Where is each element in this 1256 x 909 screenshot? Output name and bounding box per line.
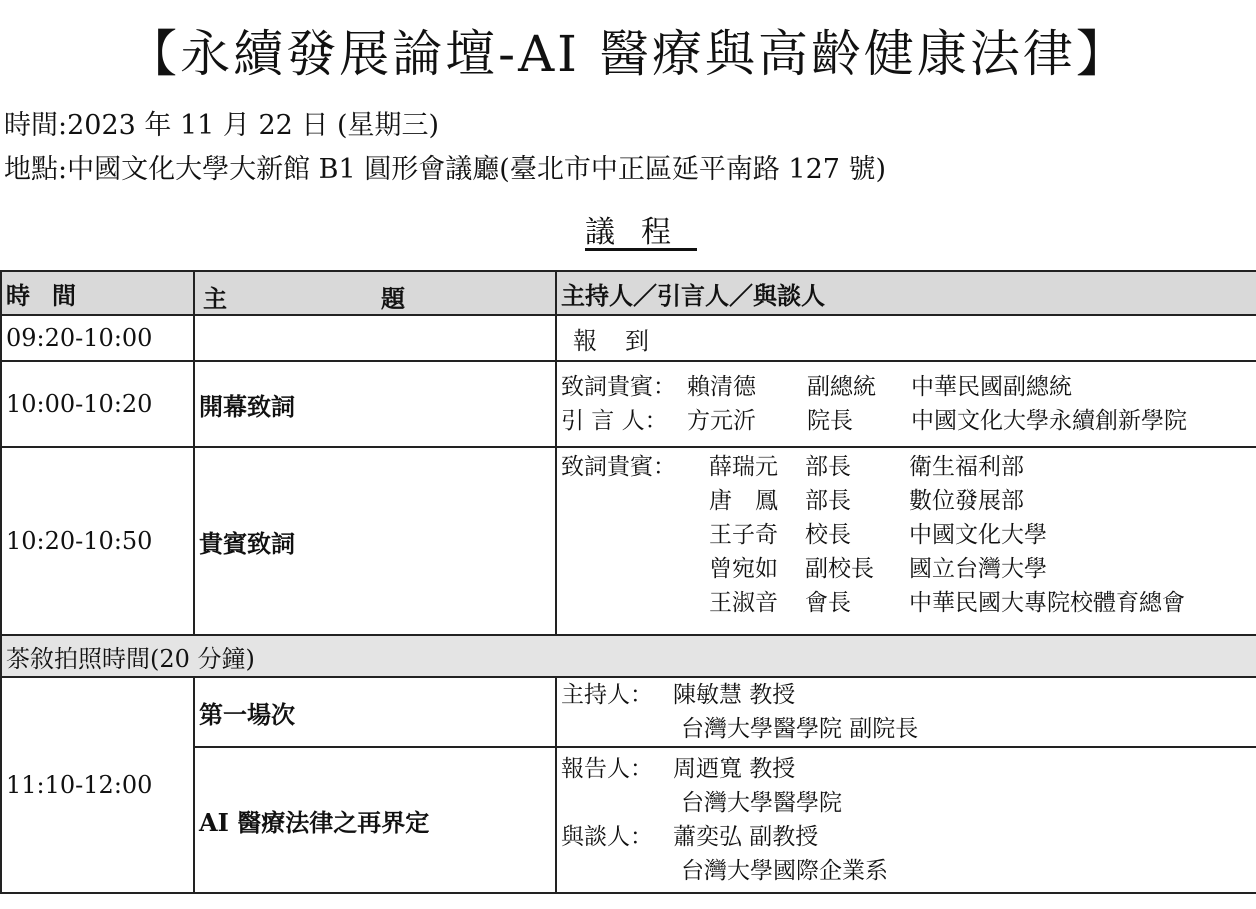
topic-cell: AI 醫療法律之再界定	[194, 747, 556, 893]
agenda-table	[0, 270, 1256, 894]
header-topic: 主 題	[194, 271, 556, 315]
table-row	[1, 361, 1256, 447]
people-cell	[556, 677, 1256, 747]
panelist-line: 與談人： 蕭奕弘 副教授	[561, 824, 819, 850]
speaker-line: 曾宛如 副校長 國立台灣大學	[709, 556, 1047, 582]
event-time: 時間:2023 年 11 月 22 日 (星期三)	[4, 110, 440, 141]
reporter-affiliation: 台灣大學醫學院	[681, 790, 842, 816]
table-row	[1, 677, 1256, 747]
table-row	[1, 315, 1256, 361]
header-time: 時間	[1, 271, 194, 315]
moderator-line: 主持人： 陳敏慧 教授	[561, 682, 796, 708]
speaker-line: 致詞貴賓： 薛瑞元 部長 衛生福利部	[561, 454, 1024, 480]
break-row	[1, 635, 1256, 677]
people-cell	[556, 447, 1256, 635]
moderator-affiliation: 台灣大學醫學院 副院長	[681, 716, 919, 742]
reporter-line: 報告人： 周迺寬 教授	[561, 756, 796, 782]
agenda-heading	[0, 213, 1256, 253]
time-cell: 11:10-12:00	[1, 677, 194, 893]
speaker-line: 引 言 人： 方元沂 院長 中國文化大學永續創新學院	[561, 408, 1187, 434]
time-cell: 10:20-10:50	[1, 447, 194, 635]
speaker-line: 唐 鳳 部長 數位發展部	[709, 488, 1024, 514]
speaker-line: 王子奇 校長 中國文化大學	[709, 522, 1047, 548]
panelist-affiliation: 台灣大學國際企業系	[681, 858, 888, 884]
people-cell	[556, 361, 1256, 447]
registration-label: 報到	[556, 315, 1256, 361]
event-location: 地點:中國文化大學大新館 B1 圓形會議廳(臺北市中正區延平南路 127 號)	[4, 154, 887, 185]
table-row	[1, 447, 1256, 635]
header-people: 主持人／引言人／與談人	[556, 271, 1256, 315]
agenda-heading-text: 議程	[585, 215, 697, 250]
page-title: 【永續發展論壇-AI 醫療與高齡健康法律】	[127, 25, 1129, 83]
speaker-line: 王淑音 會長 中華民國大專院校體育總會	[709, 590, 1185, 616]
time-cell: 09:20-10:00	[1, 315, 194, 361]
people-cell	[556, 747, 1256, 893]
topic-cell: 第一場次	[194, 677, 556, 747]
break-label: 茶敘拍照時間(20 分鐘)	[1, 635, 1256, 677]
topic-cell	[194, 315, 556, 361]
table-header-row	[1, 271, 1256, 315]
topic-cell: 開幕致詞	[194, 361, 556, 447]
topic-cell: 貴賓致詞	[194, 447, 556, 635]
speaker-line: 致詞貴賓： 賴清德 副總統 中華民國副總統	[561, 374, 1072, 400]
time-cell: 10:00-10:20	[1, 361, 194, 447]
